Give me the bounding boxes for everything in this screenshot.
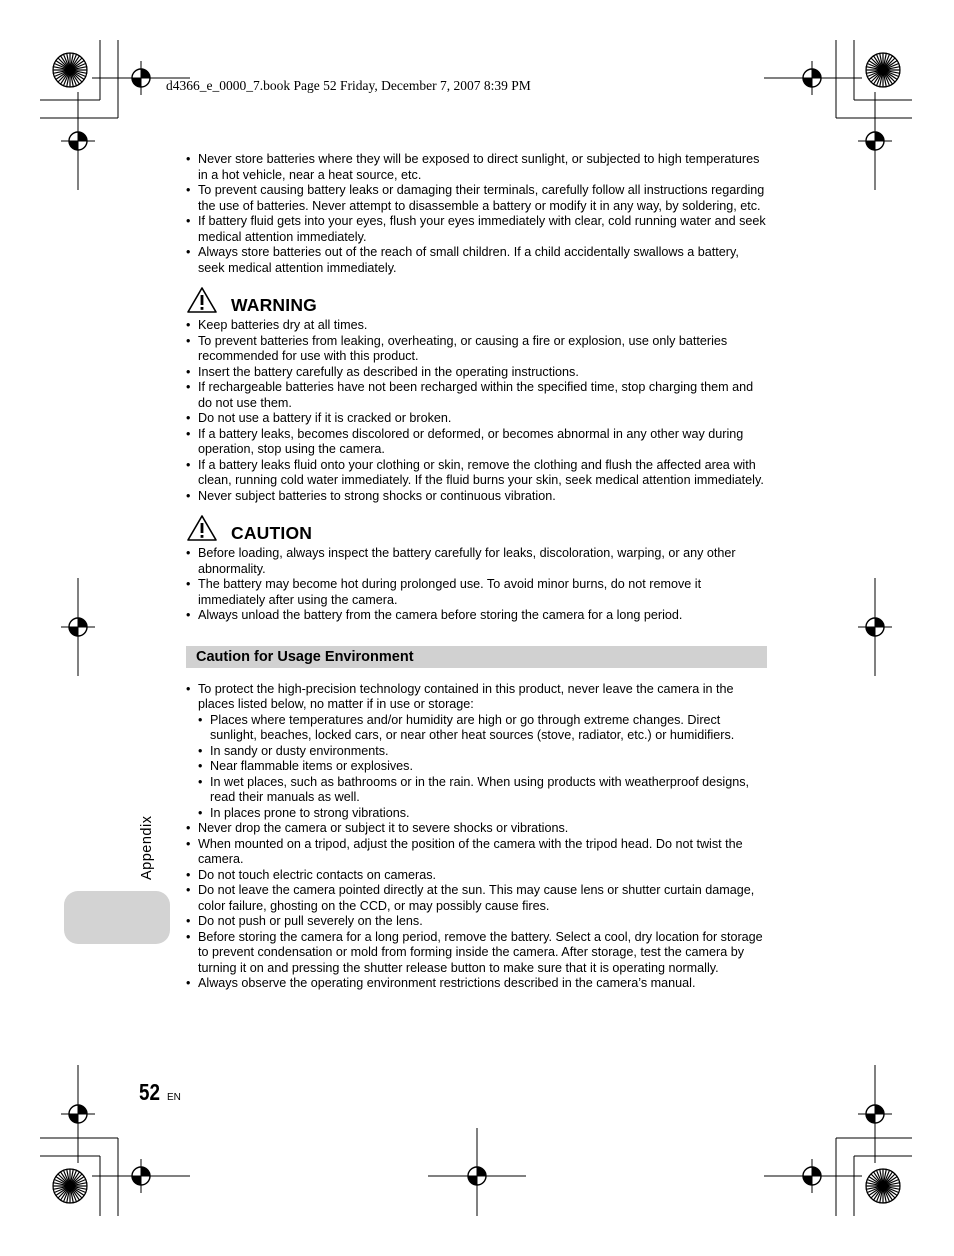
registration-target-icon	[460, 1159, 494, 1193]
list-item	[186, 682, 768, 822]
registration-star-icon	[866, 1169, 900, 1203]
registration-target-icon	[61, 124, 95, 158]
list-item: • If rechargeable batteries have not been recharged within the specified time, stop charging them and do not use them.	[186, 380, 768, 411]
usage-items	[186, 821, 768, 992]
list-item: • To prevent batteries from leaking, overheating, or causing a fire or explosion, use only batteries recommended for use with this product.	[186, 334, 768, 365]
file-header: d4366_e_0000_7.book Page 52 Friday, December 7, 2007 8:39 PM	[166, 78, 531, 93]
places-list	[198, 713, 768, 822]
registration-star-icon	[53, 53, 87, 87]
list-item: • Always store batteries out of the reach of small children. If a child accidentally swallows a battery, seek medical attention immediately.	[186, 245, 768, 276]
registration-target-icon	[858, 1097, 892, 1131]
list-item: • The battery may become hot during prolonged use. To avoid minor burns, do not remove it immediately after using the camera.	[186, 577, 768, 608]
list-item: • Do not leave the camera pointed directly at the sun. This may cause lens or shutter curtain damage, color failure, ghosting on the CCD, or may possibly cause fires.	[186, 883, 768, 914]
page-number: 52	[139, 1079, 160, 1105]
list-item: • Before storing the camera for a long period, remove the battery. Select a cool, dry location for storage to prevent condensation or mold from forming inside the camera. After storage, test the camera by turning it on and pressing the shutter release button to make sure that it is operating normally.	[186, 930, 768, 977]
registration-star-icon	[53, 1169, 87, 1203]
registration-target-icon	[795, 61, 829, 95]
registration-target-icon	[124, 1159, 158, 1193]
caution-list	[186, 546, 768, 624]
list-item: • In sandy or dusty environments.	[198, 744, 768, 760]
warning-list	[186, 318, 768, 504]
registration-target-icon	[124, 61, 158, 95]
list-item: • Never subject batteries to strong shocks or continuous vibration.	[186, 489, 768, 505]
caution-triangle-icon	[186, 514, 218, 542]
list-item: • Keep batteries dry at all times.	[186, 318, 768, 334]
list-item: • Always unload the battery from the camera before storing the camera for a long period.	[186, 608, 768, 624]
list-item: • In places prone to strong vibrations.	[198, 806, 768, 822]
list-item: • If a battery leaks, becomes discolored or deformed, or becomes abnormal in any other way during operation, stop using the camera.	[186, 427, 768, 458]
usage-list	[186, 682, 768, 822]
registration-target-icon	[61, 1097, 95, 1131]
list-item: • When mounted on a tripod, adjust the position of the camera with the tripod head. Do not twist the camera.	[186, 837, 768, 868]
list-item: • Insert the battery carefully as described in the operating instructions.	[186, 365, 768, 381]
list-item: • Do not touch electric contacts on cameras.	[186, 868, 768, 884]
list-item: • If a battery leaks fluid onto your clothing or skin, remove the clothing and flush the affected area with clean, running cold water immediately. If the fluid burns your skin, seek medical attention immediately.	[186, 458, 768, 489]
registration-target-icon	[61, 610, 95, 644]
list-item: • To prevent causing battery leaks or damaging their terminals, carefully follow all instructions regarding the use of batteries. Never attempt to disassemble a battery or modify it in any way, by soldering, etc.	[186, 183, 768, 214]
page-language: EN	[167, 1092, 181, 1103]
list-item: • Do not use a battery if it is cracked or broken.	[186, 411, 768, 427]
registration-target-icon	[858, 610, 892, 644]
warning-heading	[186, 286, 768, 316]
danger-list	[186, 152, 768, 276]
list-item: • Never store batteries where they will be exposed to direct sunlight, or subjected to high temperatures in a hot vehicle, near a heat source, etc.	[186, 152, 768, 183]
list-item: • Near flammable items or explosives.	[198, 759, 768, 775]
list-item: • Never drop the camera or subject it to severe shocks or vibrations.	[186, 821, 768, 837]
list-item: • In wet places, such as bathrooms or in the rain. When using products with weatherproof designs, read their manuals as well.	[198, 775, 768, 806]
section-side-label: Appendix	[139, 815, 155, 880]
main-content	[186, 152, 768, 992]
caution-title: CAUTION	[231, 523, 313, 543]
list-item: • If battery fluid gets into your eyes, flush your eyes immediately with clear, cold running water and seek medical attention immediately.	[186, 214, 768, 245]
usage-intro: To protect the high-precision technology contained in this product, never leave the camera in the places listed below, no matter if in use or storage:	[198, 681, 734, 711]
section-tab	[64, 891, 170, 944]
registration-star-icon	[866, 53, 900, 87]
caution-heading	[186, 514, 768, 544]
list-item: • Do not push or pull severely on the lens.	[186, 914, 768, 930]
registration-target-icon	[858, 124, 892, 158]
list-item: • Before loading, always inspect the battery carefully for leaks, discoloration, warping, or any other abnormality.	[186, 546, 768, 577]
registration-target-icon	[795, 1159, 829, 1193]
usage-section-title: Caution for Usage Environment	[186, 646, 767, 668]
warning-title: WARNING	[231, 295, 317, 315]
list-item: • Always observe the operating environment restrictions described in the camera’s manual.	[186, 976, 768, 992]
warning-triangle-icon	[186, 286, 218, 314]
list-item: • Places where temperatures and/or humidity are high or go through extreme changes. Direct sunlight, beaches, locked cars, or near other heat sources (stove, radiator, etc.) or humidifiers.	[198, 713, 768, 744]
